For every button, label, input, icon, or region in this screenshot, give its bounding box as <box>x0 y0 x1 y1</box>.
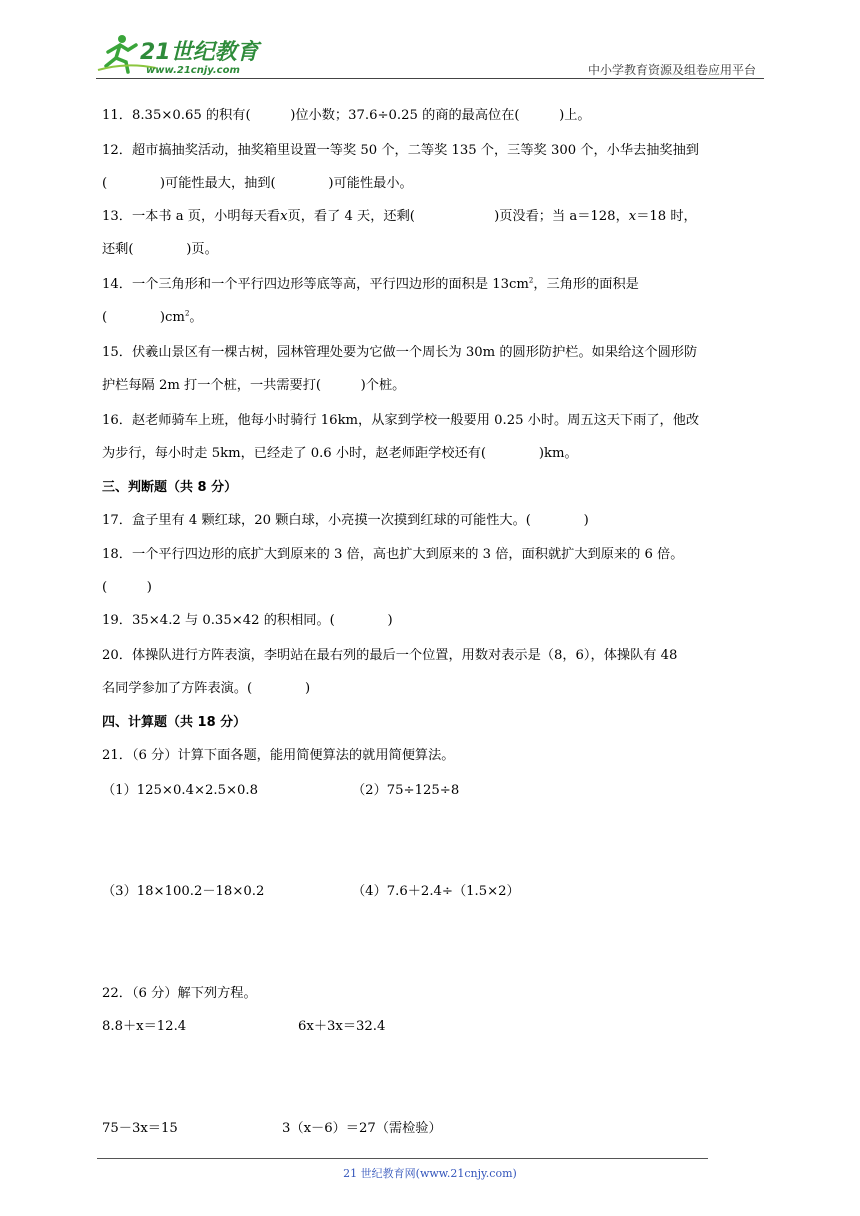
question-14-line1 <box>102 275 639 295</box>
question-21-part1: （1）125×0.4×2.5×0.8 <box>102 783 259 798</box>
question-17: 17．盒子里有 4 颗红球，20 颗白球，小亮摸一次摸到红球的可能性大。( ) <box>102 513 589 528</box>
question-22-eq3: 75－3x＝15 <box>102 1121 178 1136</box>
question-14-line2 <box>102 308 203 328</box>
q14-sup: 2 <box>528 276 534 285</box>
logo-title: 21世纪教育 <box>140 40 259 65</box>
question-13-line1 <box>102 207 697 227</box>
question-22-eq4: 3（x－6）＝27（需检验） <box>282 1121 442 1136</box>
question-16-line2: 为步行，每小时走 5km，已经走了 0.6 小时，赵老师距学校还有( )km。 <box>102 446 578 461</box>
q13-text-2: 页，看了 4 天，还剩( )页没看；当 a＝128， <box>287 209 629 224</box>
q13-var-x2: x <box>628 209 637 224</box>
q13-text-3: ＝18 时， <box>636 209 697 224</box>
logo-url: www.21cnjy.com <box>146 65 240 76</box>
question-15-line2: 护栏每隔 2m 打一个桩，一共需要打( )个桩。 <box>102 378 406 393</box>
q14b-text-2: 。 <box>189 310 203 325</box>
section-4-heading: 四、计算题（共 18 分） <box>102 715 247 730</box>
question-19: 19．35×4.2 与 0.35×42 的积相同。( ) <box>102 613 393 628</box>
q14-text-2: ，三角形的面积是 <box>533 277 639 292</box>
footer-divider <box>97 1158 708 1159</box>
q14b-text-1: ( )cm <box>102 310 185 325</box>
question-21-part4: （4）7.6＋2.4÷（1.5×2） <box>352 884 520 899</box>
question-11: 11．8.35×0.65 的积有( )位小数；37.6÷0.25 的商的最高位在( )上。 <box>102 108 591 123</box>
question-12-line1: 12．超市搞抽奖活动，抽奖箱里设置一等奖 50 个，二等奖 135 个，三等奖 300 个，小华去抽奖抽到 <box>102 143 699 158</box>
q13-var-x: x <box>280 209 288 224</box>
question-15-line1: 15．伏羲山景区有一棵古树，园林管理处要为它做一个周长为 30m 的圆形防护栏。如果给这个圆形防 <box>102 345 698 360</box>
question-16-line1: 16．赵老师骑车上班，他每小时骑行 16km，从家到学校一般要用 0.25 小时。周五这天下雨了，他改 <box>102 413 700 428</box>
question-20-line2: 名同学参加了方阵表演。( ) <box>102 681 311 696</box>
question-22-eq1: 8.8＋x＝12.4 <box>102 1019 187 1034</box>
question-21-part2: （2）75÷125÷8 <box>352 783 460 798</box>
question-21: 21．（6 分）计算下面各题，能用简便算法的就用简便算法。 <box>102 748 455 763</box>
question-22: 22．（6 分）解下列方程。 <box>102 986 257 1001</box>
question-13-line2: 还剩( )页。 <box>102 242 218 257</box>
question-18-line2: ( ) <box>102 580 152 595</box>
q13-text-1: 13．一本书 a 页，小明每天看 <box>102 209 281 224</box>
q14b-sup: 2 <box>184 309 190 318</box>
question-20-line1: 20．体操队进行方阵表演，李明站在最右列的最后一个位置，用数对表示是（8，6），体操队有 48 <box>102 648 678 663</box>
section-3-heading: 三、判断题（共 8 分） <box>102 480 238 495</box>
question-21-part3: （3）18×100.2－18×0.2 <box>102 884 265 899</box>
question-22-eq2: 6x＋3x＝32.4 <box>298 1019 386 1034</box>
question-18-line1: 18．一个平行四边形的底扩大到原来的 3 倍，高也扩大到原来的 3 倍，面积就扩大到原来的 6 倍。 <box>102 547 684 562</box>
header-platform-text: 中小学教育资源及组卷应用平台 <box>587 63 756 77</box>
q14-text-1: 14．一个三角形和一个平行四边形等底等高，平行四边形的面积是 13cm <box>102 277 529 292</box>
question-12-line2: ( )可能性最大，抽到( )可能性最小。 <box>102 176 413 191</box>
footer-text: 21 世纪教育网(www.21cnjy.com) <box>343 1167 517 1180</box>
